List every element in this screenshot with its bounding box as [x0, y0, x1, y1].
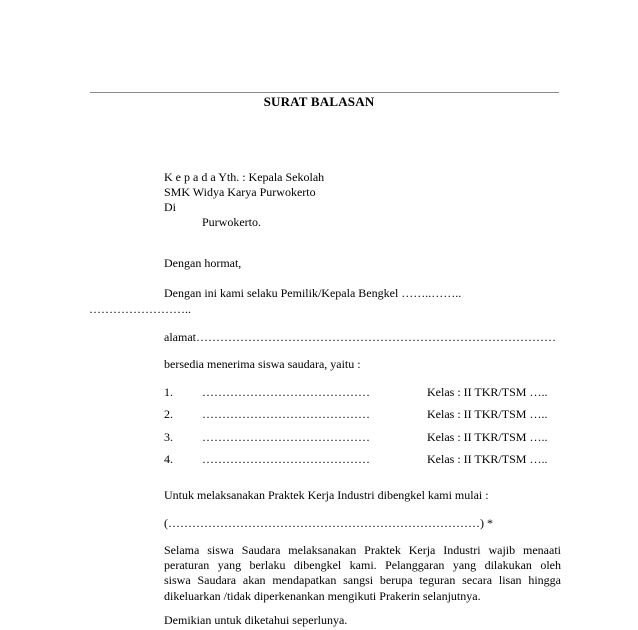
recipient-line-4: Purwokerto. [202, 215, 261, 229]
closing-line: Demikian untuk diketahui seperlunya. [164, 613, 348, 627]
intro-continuation: …………………….. [89, 302, 191, 316]
recipient-line-2: SMK Widya Karya Purwokerto [164, 185, 316, 199]
willing-line: bersedia menerima siswa saudara, yaitu : [164, 357, 361, 371]
recipient-line-3: Di [164, 200, 176, 214]
student-number: 4. [164, 452, 173, 466]
rules-line-4: dikeluarkan /tidak diperkenankan mengikuti Prakerin selanjutnya. [164, 588, 481, 603]
student-name: …………………………………… [202, 452, 370, 466]
rules-line-3: siswa Saudara akan mendapatkan sangsi berupa teguran secara lisan hingga [164, 573, 561, 588]
student-name: …………………………………… [202, 385, 370, 399]
greeting: Dengan hormat, [164, 256, 242, 270]
student-number: 1. [164, 385, 173, 399]
rules-line-1: Selama siswa Saudara melaksanakan Praktek Kerja Industri wajib menaati [164, 543, 561, 557]
date-line: (……………………………………………………………………) * [164, 516, 493, 530]
prakerin-line: Untuk melaksanakan Praktek Kerja Industri dibengkel kami mulai : [164, 488, 489, 502]
student-name: …………………………………… [202, 407, 370, 421]
student-name: …………………………………… [202, 430, 370, 444]
address-line: alamat……………………………………………………………………………… [164, 330, 556, 344]
header-rule [90, 92, 559, 93]
student-number: 2. [164, 407, 173, 421]
student-class: Kelas : II TKR/TSM ….. [427, 452, 548, 466]
student-number: 3. [164, 430, 173, 444]
recipient-line-1: K e p a d a Yth. : Kepala Sekolah [164, 170, 325, 184]
student-class: Kelas : II TKR/TSM ….. [427, 430, 548, 444]
rules-line-2: peraturan yang berlaku dibengkel kami. Pelanggaran yang dilakukan oleh [164, 558, 561, 573]
letter-title: SURAT BALASAN [263, 94, 375, 109]
intro-line: Dengan ini kami selaku Pemilik/Kepala Bengkel ……..…….. [164, 286, 462, 300]
student-class: Kelas : II TKR/TSM ….. [427, 407, 548, 421]
student-class: Kelas : II TKR/TSM ….. [427, 385, 548, 399]
rules-paragraph [164, 543, 561, 604]
